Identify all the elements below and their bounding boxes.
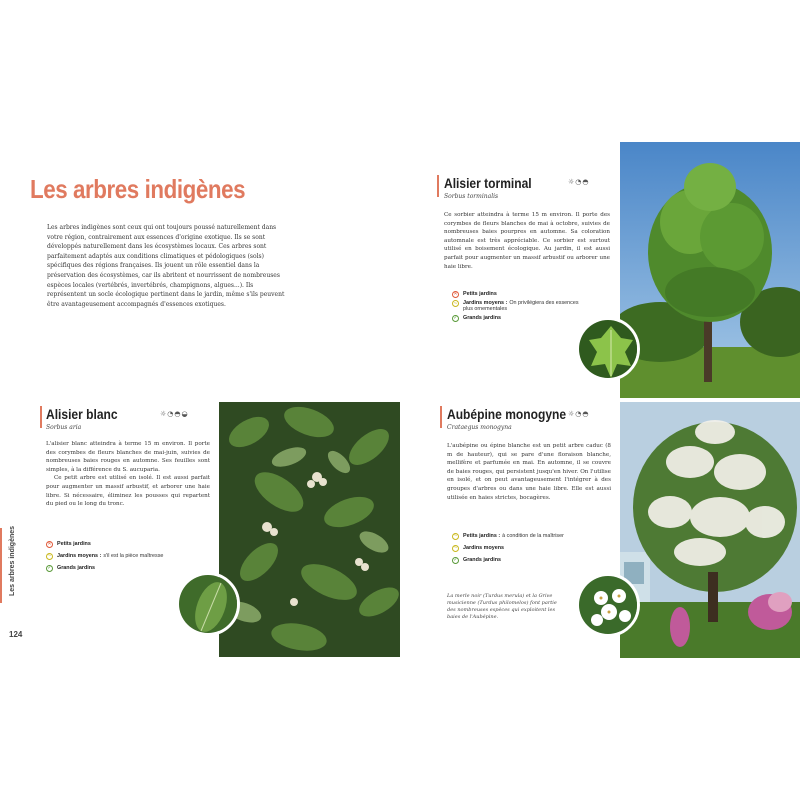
suited-icon: ✓ bbox=[453, 315, 458, 321]
aubepine-photo bbox=[620, 402, 800, 658]
entry-title-aubepine: Aubépine monogyne bbox=[447, 406, 567, 422]
not-suited-icon: ✕ bbox=[47, 541, 52, 547]
body-paragraph: L'alisier blanc atteindra à terme 15 m environ. Il porte des corymbes de fleurs blanches de mai-juin, suivies de nombreuses baies rouges en automne. Ses feuilles sont simples, à la différence du S. aucuparia. bbox=[46, 441, 210, 473]
body-paragraph: Ce petit arbre est utilisé en isolé. Il est aussi parfait pour augmenter un massif arbustif, et arborer une haie libre. Si nécessaire, éliminez les pousses qui repartent du pied ou le long du tronc. bbox=[46, 475, 210, 508]
garden-item: ~ Petits jardins : à condition de la maîtriser bbox=[453, 533, 564, 539]
side-section-label: Les arbres indigènes bbox=[9, 525, 16, 596]
body-paragraph: Ce sorbier atteindra à terme 15 m environ. Il porte des corymbes de fleurs blanches de mai à octobre, suivies de nombreuses baies pourpres en automne. Sa coloration automnale est très appréciable. Ce sorbier est surtout utilisé en boisement écologique. Au jardin, il est aussi parfait pour augmenter un massif arbustif ou arborer une haie libre. bbox=[444, 212, 610, 270]
entry-title-alisier-blanc: Alisier blanc bbox=[46, 406, 118, 422]
partly-suited-icon: ~ bbox=[47, 553, 52, 559]
entry-body-alisier-torminal bbox=[444, 211, 610, 271]
entry-latin-name: Sorbus torminalis bbox=[444, 193, 499, 200]
entry-accent-bar bbox=[40, 406, 42, 428]
garden-suitability-list bbox=[452, 530, 564, 566]
garden-item: ✓ Grands jardins bbox=[47, 565, 96, 571]
alisier-torminal-photo bbox=[620, 142, 800, 398]
suited-icon: ✓ bbox=[453, 557, 458, 563]
garden-item: ~ Jardins moyens bbox=[453, 545, 505, 551]
garden-item: ✕ Petits jardins bbox=[453, 291, 497, 297]
side-accent-bar bbox=[0, 528, 2, 603]
photo-caption: La merle noir (Turdus merula) et la Grive musicienne (Turdus philomelos) font partie des nombreuses espèces qui exploitent les baies de l'Aubépine. bbox=[447, 593, 557, 620]
sun-exposure-icon: ☼◔◓ bbox=[568, 178, 590, 186]
suited-icon: ✓ bbox=[47, 565, 52, 571]
intro-paragraph: Les arbres indigènes sont ceux qui ont toujours poussé naturellement dans votre région, contrairement aux essences d'origine exotique. Ils se sont développés naturellement dans les écosystèmes locaux. Ces arbres sont parfaitement adaptés aux conditions climatiques et pédologiques (sols) spécifiques des régions françaises. Ils jouent un rôle essentiel dans la préservation des écosystèmes, car ils abritent et nourrissent de nombreuses espèces locales (vertébrés, invertébrés, champignons, algues...). Ils représentent un socle écologique pertinent dans le jardin, même s'ils peuvent être avantageusement accompagnés d'essences exotiques. bbox=[47, 224, 285, 308]
not-suited-icon: ✕ bbox=[453, 291, 458, 297]
garden-item: ~ Jardins moyens : s'il est la pièce maîtresse bbox=[47, 553, 164, 559]
alisier-blanc-photo bbox=[219, 402, 400, 657]
alisier-blanc-leaf-detail bbox=[176, 572, 240, 636]
entry-accent-bar bbox=[440, 406, 442, 428]
entry-latin-name: Crataegus monogyna bbox=[447, 424, 512, 431]
garden-item: ~ Jardins moyens : On privilégiera des essences plus ornementales bbox=[453, 300, 579, 312]
page-title: Les arbres indigènes bbox=[30, 174, 246, 204]
entry-accent-bar bbox=[437, 175, 439, 197]
alisier-torminal-leaf-detail bbox=[576, 317, 640, 381]
partly-suited-icon: ~ bbox=[453, 533, 458, 539]
partly-suited-icon: ~ bbox=[453, 545, 458, 551]
garden-item: ✓ Grands jardins bbox=[453, 315, 502, 321]
garden-item: ✓ Grands jardins bbox=[453, 557, 502, 563]
sun-exposure-icon: ☼◔◓◒ bbox=[160, 410, 189, 418]
garden-suitability-list bbox=[46, 538, 163, 574]
entry-latin-name: Sorbus aria bbox=[46, 424, 82, 431]
aubepine-flower-detail bbox=[576, 573, 640, 637]
entry-body-aubepine bbox=[447, 442, 611, 502]
partly-suited-icon: ~ bbox=[453, 300, 458, 307]
page-number: 124 bbox=[9, 630, 23, 639]
body-paragraph: L'aubépine ou épine blanche est un petit arbre caduc (8 m de hauteur), qui se pare d'une floraison blanche, mellifère et parfumée en mai. En automne, il se couvre de baies rouges, qui persistent jusqu'en hiver. On l'utilise en isolé, et on peut avantageusement l'intégrer à des groupes d'arbres ou dans une haie libre. Elle est aussi utilisée en haies strictes, bocagères. bbox=[447, 443, 611, 501]
garden-suitability-list bbox=[452, 288, 582, 324]
garden-item: ✕ Petits jardins bbox=[47, 541, 91, 547]
entry-title-alisier-torminal: Alisier torminal bbox=[444, 175, 532, 191]
sun-exposure-icon: ☼◔◓ bbox=[568, 410, 590, 418]
entry-body-alisier-blanc bbox=[46, 440, 210, 509]
